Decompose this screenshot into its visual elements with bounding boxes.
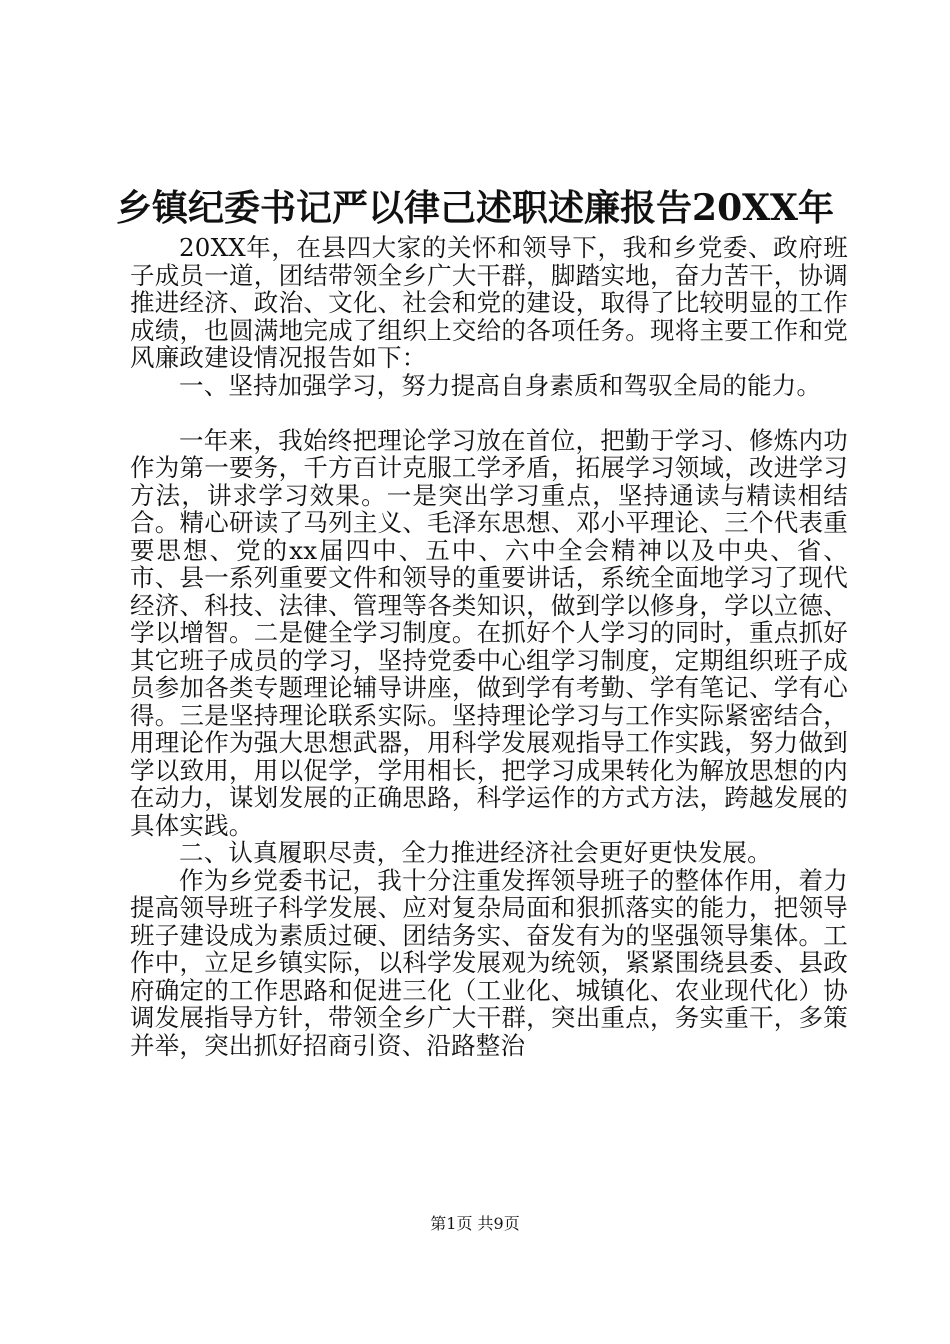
document-body bbox=[130, 234, 848, 1059]
blank-line bbox=[130, 399, 848, 427]
section-2-heading: 二、认真履职尽责，全力推进经济社会更好更快发展。 bbox=[179, 838, 772, 867]
section-2-paragraph: 作为乡党委书记，我十分注重发挥领导班子的整体作用，着力提高领导班子科学发展、应对复杂局面和狠抓落实的能力，把领导班子建设成为素质过硬、团结务实、奋发有为的坚强领导集体。工作中，立足乡镇实际，以科学发展观为统领，紧紧围绕县委、县政府确定的工作思路和促进三化（工业化、城镇化、农业现代化）协调发展指导方针，带领全乡广大干群，突出重点，务实重干，多策并举，突出抓好招商引资、沿路整治 bbox=[130, 865, 848, 1060]
page-footer: 第1页 共9页 bbox=[430, 1214, 520, 1233]
document-title: 乡镇纪委书记严以律己述职述廉报告20XX年 bbox=[116, 187, 834, 229]
section-1-heading: 一、坚持加强学习，努力提高自身素质和驾驭全局的能力。 bbox=[179, 370, 822, 400]
intro-paragraph: 20XX年，在县四大家的关怀和领导下，我和乡党委、政府班子成员一道，团结带领全乡广大干群，脚踏实地，奋力苦干，协调推进经济、政治、文化、社会和党的建设，取得了比较明显的工作成绩，也圆满地完成了组织上交给的各项任务。现将主要工作和党风廉政建设情况报告如下： bbox=[130, 233, 848, 372]
section-1-paragraph: 一年来，我始终把理论学习放在首位，把勤于学习、修炼内功作为第一要务，千方百计克服工学矛盾，拓展学习领域，改进学习方法，讲求学习效果。一是突出学习重点，坚持通读与精读相结合。精心研读了马列主义、毛泽东思想、邓小平理论、三个代表重要思想、党的xx届四中、五中、六中全会精神以及中央、省、市、县一系列重要文件和领导的重要讲话，系统全面地学习了现代经济、科技、法律、管理等各类知识，做到学以修身，学以立德、学以增智。二是健全学习制度。在抓好个人学习的同时，重点抓好其它班子成员的学习，坚持党委中心组学习制度，定期组织班子成员参加各类专题理论辅导讲座，做到学有考勤、学有笔记、学有心得。三是坚持理论联系实际。坚持理论学习与工作实际紧密结合，用理论作为强大思想武器，用科学发展观指导工作实践，努力做到学以致用，用以促学，学用相长，把学习成果转化为解放思想的内在动力，谋划发展的正确思路，科学运作的方式方法，跨越发展的具体实践。 bbox=[130, 425, 848, 840]
